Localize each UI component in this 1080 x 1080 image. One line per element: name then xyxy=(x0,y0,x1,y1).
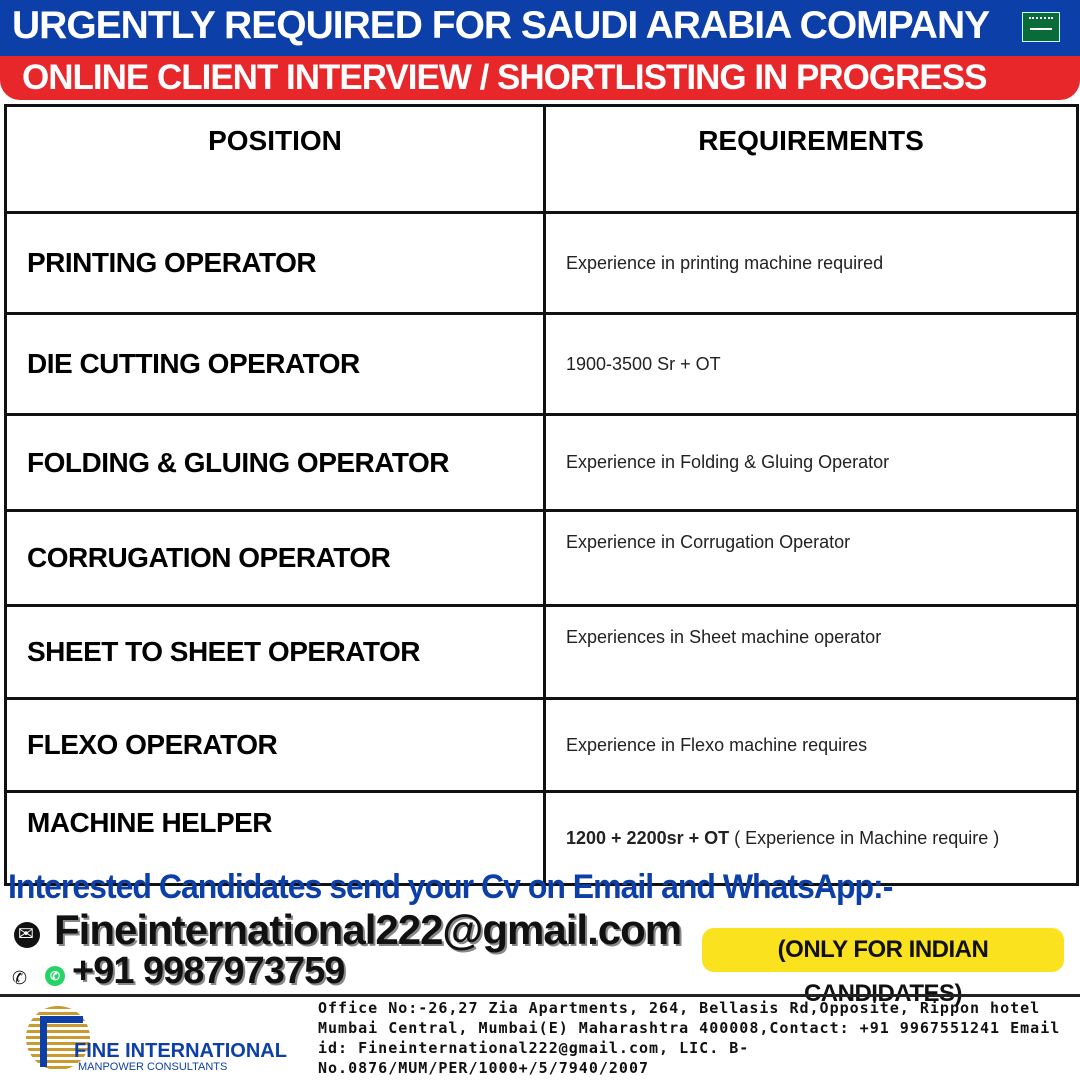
company-tagline: MANPOWER CONSULTANTS xyxy=(78,1061,228,1073)
requirement-cell: Experience in Corrugation Operator xyxy=(545,511,1078,606)
footer-divider xyxy=(0,994,1080,997)
saudi-flag-icon xyxy=(1022,12,1060,42)
salary-text: 1200 + 2200sr + OT xyxy=(566,827,730,848)
position-cell: SHEET TO SHEET OPERATOR xyxy=(6,606,545,699)
requirement-cell: Experience in Folding & Gluing Operator xyxy=(545,415,1078,511)
requirement-cell: Experiences in Sheet machine operator xyxy=(545,606,1078,699)
indian-candidates-badge: (ONLY FOR INDIAN xyxy=(702,928,1064,972)
email-address[interactable]: Fineinternational222@gmail.com xyxy=(54,906,682,953)
column-header-requirements: REQUIREMENTS xyxy=(545,106,1078,213)
position-cell: MACHINE HELPER xyxy=(6,792,545,885)
table-row xyxy=(6,213,1078,314)
requirement-cell: Experience in Flexo machine requires xyxy=(545,699,1078,792)
table-header-row xyxy=(6,106,1078,213)
mail-icon xyxy=(14,922,40,948)
phone-number[interactable]: +91 9987973759 xyxy=(72,950,345,992)
position-cell: DIE CUTTING OPERATOR xyxy=(6,314,545,415)
phone-icon: ✆ xyxy=(12,968,28,988)
requirement-cell: Experience in printing machine required xyxy=(545,213,1078,314)
table-row xyxy=(6,606,1078,699)
table-row xyxy=(6,699,1078,792)
page-subtitle: ONLINE CLIENT INTERVIEW / SHORTLISTING IN PROGRESS xyxy=(22,58,987,97)
table-row xyxy=(6,314,1078,415)
table-row xyxy=(6,415,1078,511)
company-name: FINE INTERNATIONAL xyxy=(74,1040,287,1062)
position-cell: PRINTING OPERATOR xyxy=(6,213,545,314)
whatsapp-icon: ✆ xyxy=(45,966,65,986)
position-cell: FLEXO OPERATOR xyxy=(6,699,545,792)
requirement-text: ( Experience in Machine require ) xyxy=(729,827,1000,848)
header-title-bar xyxy=(0,0,1080,56)
header-subtitle-bar xyxy=(0,56,1080,100)
positions-table xyxy=(4,104,1079,886)
position-cell: FOLDING & GLUING OPERATOR xyxy=(6,415,545,511)
office-address: Office No:-26,27 Zia Apartments, 264, Bellasis Rd,Opposite, Rippon hotel Mumbai Central, Mumbai(E) Maharashtra 400008,Contact: +91 9967551241 Email id: Fineinternational222@gmail.com, LIC. B-No.0876/MUM/PER/1000+/5/7940/2007 xyxy=(318,999,1061,1077)
requirement-cell: 1900-3500 Sr + OT xyxy=(545,314,1078,415)
page-title: URGENTLY REQUIRED FOR SAUDI ARABIA COMPANY xyxy=(12,4,990,47)
call-to-action: Interested Candidates send your Cv on Email and WhatsApp:- xyxy=(8,866,893,906)
column-header-position: POSITION xyxy=(6,106,545,213)
table-row xyxy=(6,511,1078,606)
position-cell: CORRUGATION OPERATOR xyxy=(6,511,545,606)
